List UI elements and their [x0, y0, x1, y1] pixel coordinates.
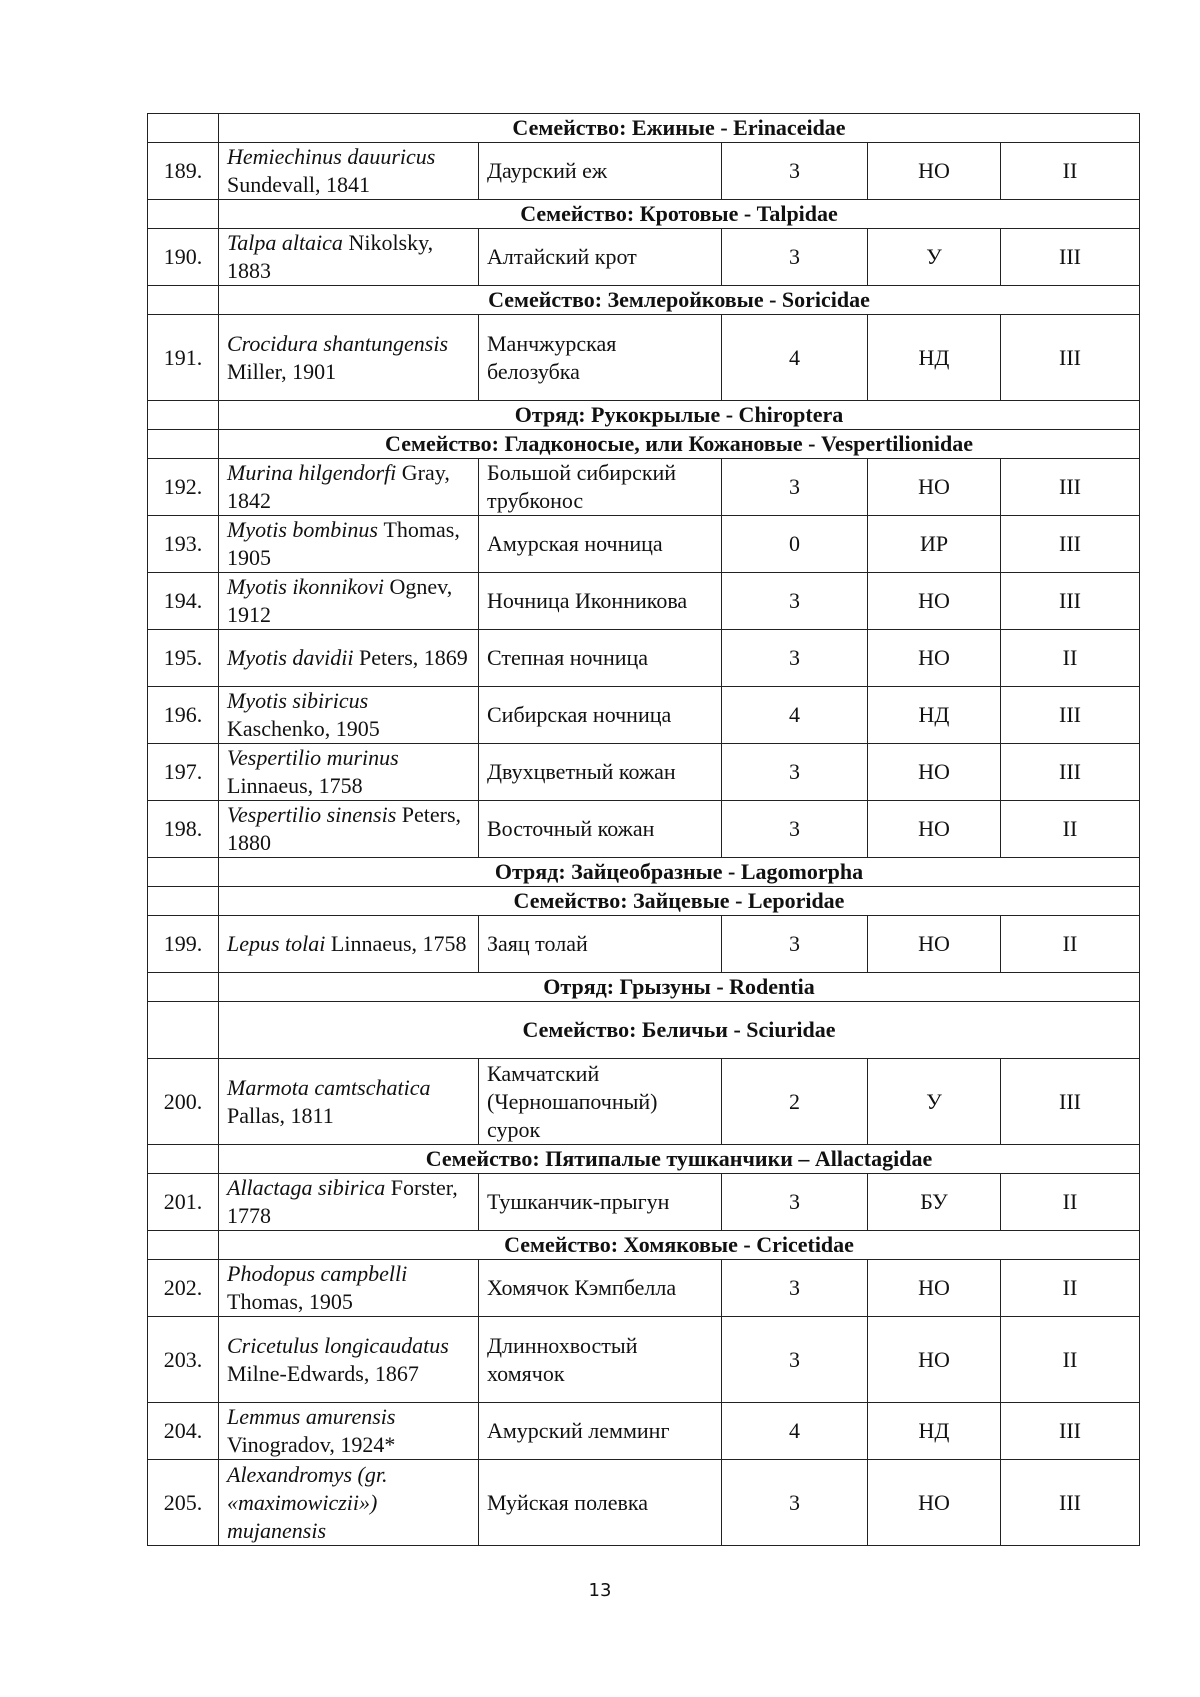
family-heading	[219, 1231, 1140, 1260]
species-row	[148, 1174, 1140, 1231]
heading-spacer-cell	[148, 286, 219, 315]
latin-name: Talpa altaica	[227, 230, 343, 255]
status-value: ИР	[919, 531, 949, 556]
family-heading-text: Семейство: Пятипалые тушканчики – Allactagidae	[425, 1146, 933, 1171]
latin-name-cell	[219, 1460, 479, 1546]
category-value: 3	[789, 759, 800, 784]
family-heading	[219, 1002, 1140, 1059]
latin-name: Crocidura shantungensis	[227, 330, 449, 356]
russian-name: Восточный кожан	[487, 816, 655, 841]
latin-name-cell	[219, 1403, 479, 1460]
category-value: 3	[789, 1189, 800, 1214]
author-year: Pallas, 1811	[227, 1102, 334, 1128]
family-heading-row	[148, 1145, 1140, 1174]
latin-name: Myotis davidii	[227, 645, 354, 670]
latin-name-cell	[219, 1317, 479, 1403]
order-heading-text: Отряд: Грызуны - Rodentia	[543, 974, 815, 999]
russian-name: Длиннохвостый хомячок	[487, 1332, 638, 1386]
status-value: НО	[918, 1489, 950, 1515]
species-row	[148, 1260, 1140, 1317]
family-heading-text: Семейство: Землеройковые - Soricidae	[488, 287, 870, 312]
russian-name-cell	[479, 573, 722, 630]
category-value: 4	[789, 702, 800, 727]
status-value: НО	[918, 474, 950, 499]
class-value: II	[1062, 1346, 1078, 1372]
russian-name: Тушканчик-прыгун	[487, 1189, 670, 1214]
row-number	[148, 1260, 219, 1317]
russian-name-cell	[479, 1403, 722, 1460]
row-number-text: 192.	[163, 474, 203, 499]
class-value: II	[1062, 816, 1078, 841]
russian-name-cell	[479, 143, 722, 200]
latin-name-cell	[219, 687, 479, 744]
status-cell	[868, 573, 1001, 630]
family-heading-text: Семейство: Кротовые - Talpidae	[520, 201, 838, 226]
category-value: 3	[789, 816, 800, 841]
status-value: НД	[918, 344, 950, 370]
status-cell	[868, 143, 1001, 200]
author-year: Peters, 1869	[358, 645, 468, 670]
status-cell	[868, 1260, 1001, 1317]
russian-name-cell	[479, 516, 722, 573]
species-row	[148, 630, 1140, 687]
order-heading-row	[148, 973, 1140, 1002]
russian-name-cell	[479, 744, 722, 801]
species-row	[148, 516, 1140, 573]
status-value: НО	[918, 931, 950, 956]
russian-name-cell	[479, 459, 722, 516]
status-cell	[868, 459, 1001, 516]
latin-name: Vespertilio murinus	[227, 745, 399, 770]
latin-name-cell	[219, 143, 479, 200]
russian-name: Муйская полевка	[487, 1489, 649, 1515]
class-cell	[1001, 687, 1140, 744]
status-value: НО	[918, 1275, 950, 1300]
russian-name: Даурский еж	[487, 158, 608, 183]
heading-spacer-cell	[148, 887, 219, 916]
latin-name: Lepus tolai	[227, 931, 326, 956]
row-number	[148, 1059, 219, 1145]
category-value: 2	[789, 1088, 800, 1114]
row-number-text: 193.	[163, 531, 203, 556]
class-value: II	[1062, 645, 1078, 670]
family-heading-text: Семейство: Гладконосые, или Кожановые - Vespertilionidae	[385, 431, 973, 456]
latin-name: Myotis bombinus	[227, 517, 378, 542]
row-number	[148, 744, 219, 801]
class-cell	[1001, 315, 1140, 401]
latin-name-cell	[219, 1059, 479, 1145]
status-cell	[868, 801, 1001, 858]
row-number	[148, 630, 219, 687]
status-cell	[868, 630, 1001, 687]
class-value: II	[1062, 158, 1078, 183]
class-cell	[1001, 516, 1140, 573]
category-cell	[722, 516, 868, 573]
row-number-text: 189.	[163, 158, 203, 183]
status-value: НО	[918, 588, 950, 613]
class-value: III	[1059, 474, 1081, 499]
row-number	[148, 573, 219, 630]
class-cell	[1001, 1460, 1140, 1546]
row-number-text: 198.	[163, 816, 203, 841]
status-value: НО	[918, 158, 950, 183]
russian-name-cell	[479, 315, 722, 401]
latin-name-cell	[219, 916, 479, 973]
latin-name-cell	[219, 630, 479, 687]
status-value: НД	[918, 702, 950, 727]
category-cell	[722, 744, 868, 801]
heading-spacer-cell	[148, 401, 219, 430]
author-year: Milne-Edwards, 1867	[227, 1360, 419, 1386]
status-value: НО	[918, 816, 950, 841]
class-cell	[1001, 1260, 1140, 1317]
author-year: Thomas, 1905	[227, 517, 460, 570]
russian-name: Большой сибирский трубконос	[487, 460, 677, 513]
row-number	[148, 687, 219, 744]
latin-name-cell	[219, 801, 479, 858]
status-value: У	[926, 244, 942, 269]
russian-name-cell	[479, 687, 722, 744]
author-year: Miller, 1901	[227, 358, 337, 384]
class-cell	[1001, 1317, 1140, 1403]
heading-spacer-cell	[148, 1145, 219, 1174]
author-year: Linnaeus, 1758	[227, 773, 363, 798]
category-cell	[722, 687, 868, 744]
category-value: 3	[789, 474, 800, 499]
category-cell	[722, 916, 868, 973]
class-value: III	[1059, 531, 1081, 556]
category-cell	[722, 573, 868, 630]
category-cell	[722, 630, 868, 687]
status-cell	[868, 229, 1001, 286]
heading-spacer-cell	[148, 973, 219, 1002]
family-heading	[219, 286, 1140, 315]
class-value: III	[1059, 1418, 1081, 1443]
family-heading-row	[148, 114, 1140, 143]
russian-name: Амурский лемминг	[487, 1418, 670, 1443]
family-heading	[219, 200, 1140, 229]
family-heading-text: Семейство: Хомяковые - Cricetidae	[504, 1232, 854, 1257]
status-value: НД	[918, 1418, 950, 1443]
status-value: У	[926, 1088, 942, 1114]
author-year: Sundevall, 1841	[227, 172, 370, 197]
class-value: III	[1059, 588, 1081, 613]
category-cell	[722, 1174, 868, 1231]
russian-name-cell	[479, 630, 722, 687]
latin-name: Myotis ikonnikovi	[227, 574, 385, 599]
family-heading	[219, 430, 1140, 459]
status-cell	[868, 1403, 1001, 1460]
russian-name-cell	[479, 1460, 722, 1546]
row-number	[148, 916, 219, 973]
russian-name: Манчжурская белозубка	[487, 330, 617, 384]
russian-name: Камчатский (Черношапочный) сурок	[487, 1060, 658, 1142]
class-value: III	[1059, 344, 1081, 370]
status-cell	[868, 744, 1001, 801]
latin-name: Phodopus campbelli	[227, 1261, 408, 1286]
order-heading-row	[148, 858, 1140, 887]
latin-name-cell	[219, 744, 479, 801]
category-cell	[722, 1317, 868, 1403]
category-cell	[722, 315, 868, 401]
species-row	[148, 229, 1140, 286]
latin-name-cell	[219, 315, 479, 401]
category-cell	[722, 1460, 868, 1546]
family-heading-text: Семейство: Зайцевые - Leporidae	[513, 888, 845, 913]
family-heading	[219, 114, 1140, 143]
latin-name: Hemiechinus dauuricus	[227, 144, 436, 169]
row-number	[148, 143, 219, 200]
russian-name-cell	[479, 1174, 722, 1231]
row-number-text: 202.	[163, 1275, 203, 1300]
category-cell	[722, 1260, 868, 1317]
order-heading	[219, 858, 1140, 887]
latin-name-cell	[219, 459, 479, 516]
row-number-text: 191.	[163, 344, 203, 370]
author-year: Kaschenko, 1905	[227, 716, 380, 741]
order-heading-row	[148, 401, 1140, 430]
species-row	[148, 1460, 1140, 1546]
category-cell	[722, 1403, 868, 1460]
category-value: 3	[789, 931, 800, 956]
class-value: II	[1062, 1189, 1078, 1214]
class-value: III	[1059, 702, 1081, 727]
class-cell	[1001, 1174, 1140, 1231]
family-heading	[219, 1145, 1140, 1174]
russian-name-cell	[479, 916, 722, 973]
author-year: Forster, 1778	[227, 1175, 458, 1228]
latin-name-cell	[219, 573, 479, 630]
class-value: III	[1059, 1088, 1081, 1114]
row-number	[148, 459, 219, 516]
class-value: III	[1059, 759, 1081, 784]
row-number-text: 196.	[163, 702, 203, 727]
class-cell	[1001, 801, 1140, 858]
class-cell	[1001, 744, 1140, 801]
category-value: 3	[789, 244, 800, 269]
author-year: Thomas, 1905	[227, 1289, 353, 1314]
latin-name-cell	[219, 229, 479, 286]
author-year: Vinogradov, 1924*	[227, 1432, 396, 1457]
class-value: II	[1062, 931, 1078, 956]
row-number	[148, 315, 219, 401]
author-year: Linnaeus, 1758	[330, 931, 467, 956]
row-number-text: 197.	[163, 759, 203, 784]
order-heading	[219, 973, 1140, 1002]
russian-name-cell	[479, 801, 722, 858]
latin-name: Alexandromys (gr. «maximowiczii») mujanensis	[227, 1461, 388, 1543]
species-row	[148, 143, 1140, 200]
family-heading-text: Семейство: Беличьи - Sciuridae	[522, 1017, 836, 1042]
page-number: 13	[588, 1580, 612, 1601]
heading-spacer-cell	[148, 858, 219, 887]
family-heading-row	[148, 286, 1140, 315]
russian-name: Хомячок Кэмпбелла	[487, 1275, 677, 1300]
latin-name: Allactaga sibirica	[227, 1175, 386, 1200]
russian-name-cell	[479, 1260, 722, 1317]
row-number-text: 199.	[163, 931, 203, 956]
latin-name: Marmota camtschatica	[227, 1074, 431, 1100]
russian-name-cell	[479, 1059, 722, 1145]
status-cell	[868, 916, 1001, 973]
author-year: Peters, 1880	[227, 802, 462, 855]
latin-name: Cricetulus longicaudatus	[227, 1332, 449, 1358]
status-value: НО	[918, 645, 950, 670]
species-row	[148, 573, 1140, 630]
latin-name: Myotis sibiricus	[227, 688, 369, 713]
family-heading-row	[148, 1002, 1140, 1059]
latin-name: Murina hilgendorfi	[227, 460, 397, 485]
family-heading-row	[148, 200, 1140, 229]
status-cell	[868, 1317, 1001, 1403]
latin-name: Vespertilio sinensis	[227, 802, 397, 827]
class-cell	[1001, 1059, 1140, 1145]
category-value: 3	[789, 1275, 800, 1300]
category-value: 3	[789, 158, 800, 183]
status-cell	[868, 687, 1001, 744]
class-cell	[1001, 459, 1140, 516]
row-number	[148, 229, 219, 286]
author-year: Ognev, 1912	[227, 574, 453, 627]
category-value: 4	[789, 344, 800, 370]
russian-name-cell	[479, 1317, 722, 1403]
heading-spacer-cell	[148, 1231, 219, 1260]
species-row	[148, 1317, 1140, 1403]
category-value: 3	[789, 645, 800, 670]
latin-name: Lemmus amurensis	[227, 1404, 396, 1429]
row-number	[148, 1403, 219, 1460]
row-number-text: 201.	[163, 1189, 203, 1214]
class-cell	[1001, 1403, 1140, 1460]
row-number	[148, 516, 219, 573]
family-heading	[219, 887, 1140, 916]
heading-spacer-cell	[148, 200, 219, 229]
status-cell	[868, 1174, 1001, 1231]
category-cell	[722, 1059, 868, 1145]
row-number-text: 203.	[163, 1346, 203, 1372]
row-number-text: 205.	[163, 1489, 203, 1515]
family-heading-row	[148, 430, 1140, 459]
order-heading	[219, 401, 1140, 430]
status-value: БУ	[920, 1189, 948, 1214]
row-number-text: 204.	[163, 1418, 203, 1443]
category-value: 3	[789, 588, 800, 613]
latin-name-cell	[219, 1174, 479, 1231]
status-cell	[868, 1460, 1001, 1546]
status-cell	[868, 315, 1001, 401]
row-number	[148, 1317, 219, 1403]
row-number	[148, 801, 219, 858]
latin-name-cell	[219, 1260, 479, 1317]
class-cell	[1001, 573, 1140, 630]
heading-spacer-cell	[148, 430, 219, 459]
order-heading-text: Отряд: Зайцеобразные - Lagomorpha	[494, 859, 864, 884]
class-value: II	[1062, 1275, 1078, 1300]
species-row	[148, 801, 1140, 858]
author-year: Nikolsky, 1883	[227, 230, 434, 283]
species-row	[148, 916, 1140, 973]
status-cell	[868, 1059, 1001, 1145]
species-row	[148, 1403, 1140, 1460]
russian-name: Алтайский крот	[487, 244, 637, 269]
russian-name: Степная ночница	[487, 645, 649, 670]
russian-name: Сибирская ночница	[487, 702, 672, 727]
family-heading-text: Семейство: Ежиные - Erinaceidae	[512, 115, 846, 140]
family-heading-row	[148, 1231, 1140, 1260]
category-value: 4	[789, 1418, 800, 1443]
russian-name: Ночница Иконникова	[487, 588, 688, 613]
species-row	[148, 1059, 1140, 1145]
category-value: 3	[789, 1489, 800, 1515]
row-number	[148, 1460, 219, 1546]
row-number-text: 200.	[163, 1088, 203, 1114]
class-value: III	[1059, 244, 1081, 269]
class-cell	[1001, 229, 1140, 286]
author-year: Gray, 1842	[227, 460, 450, 513]
class-cell	[1001, 630, 1140, 687]
order-heading-text: Отряд: Рукокрылые - Chiroptera	[514, 402, 844, 427]
heading-spacer-cell	[148, 1002, 219, 1059]
category-cell	[722, 143, 868, 200]
row-number-text: 195.	[163, 645, 203, 670]
class-cell	[1001, 143, 1140, 200]
status-value: НО	[918, 1346, 950, 1372]
russian-name-cell	[479, 229, 722, 286]
status-cell	[868, 516, 1001, 573]
species-row	[148, 459, 1140, 516]
row-number	[148, 1174, 219, 1231]
russian-name: Амурская ночница	[487, 531, 663, 556]
row-number-text: 194.	[163, 588, 203, 613]
category-cell	[722, 459, 868, 516]
class-value: III	[1059, 1489, 1081, 1515]
russian-name: Двухцветный кожан	[487, 759, 676, 784]
status-value: НО	[918, 759, 950, 784]
heading-spacer-cell	[148, 114, 219, 143]
row-number-text: 190.	[163, 244, 203, 269]
class-cell	[1001, 916, 1140, 973]
category-value: 3	[789, 1346, 800, 1372]
category-cell	[722, 229, 868, 286]
family-heading-row	[148, 887, 1140, 916]
table-body	[148, 114, 1140, 1546]
russian-name: Заяц толай	[487, 931, 588, 956]
species-row	[148, 744, 1140, 801]
species-row	[148, 687, 1140, 744]
species-row	[148, 315, 1140, 401]
species-table	[147, 113, 1140, 1546]
category-value: 0	[789, 531, 800, 556]
latin-name-cell	[219, 516, 479, 573]
category-cell	[722, 801, 868, 858]
